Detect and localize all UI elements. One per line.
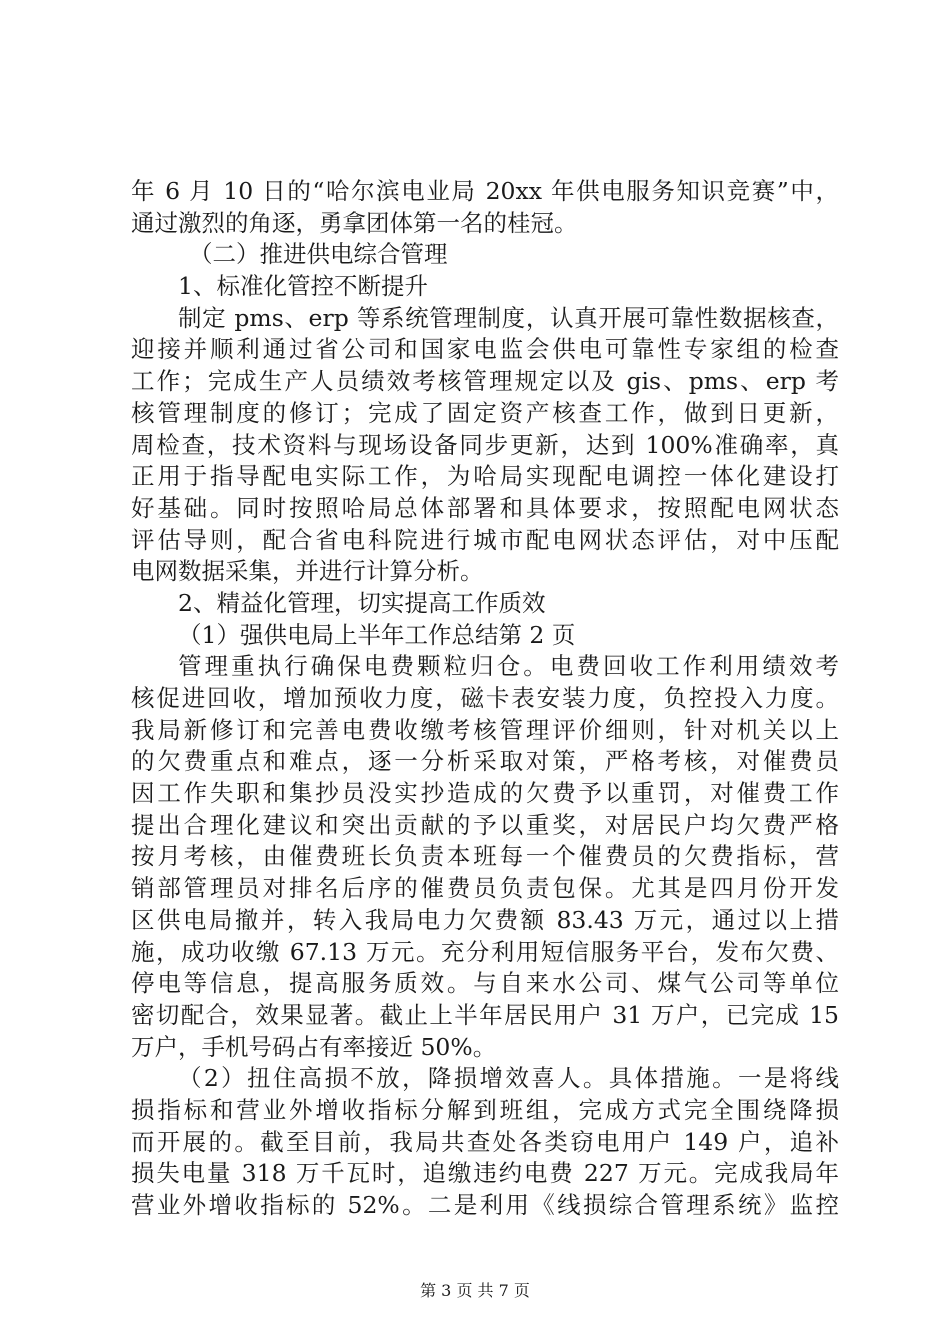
text-line: 提出合理化建议和突出贡献的予以重奖，对居民户均欠费严格 — [131, 810, 839, 839]
page-footer: 第 3 页 共 7 页 — [420, 1281, 530, 1300]
text-line: 年 6 月 10 日的“哈尔滨电业局 20xx 年供电服务知识竞赛”中， — [131, 177, 839, 205]
text-line: 损指标和营业外增收指标分解到班组，完成方式完全围绕降损 — [131, 1095, 839, 1124]
text-line: 销部管理员对排名后序的催费员负责包保。尤其是四月份开发 — [131, 874, 839, 903]
text-line: 营业外增收指标的 52%。二是利用《线损综合管理系统》监控 — [131, 1191, 839, 1219]
text-line: 停电等信息，提高服务质效。与自来水公司、煤气公司等单位 — [131, 969, 839, 998]
text-line: 好基础。同时按照哈局总体部署和具体要求，按照配电网状态 — [131, 493, 839, 522]
text-line: 损失电量 318 万千瓦时，追缴违约电费 227 万元。完成我局年 — [131, 1159, 839, 1188]
document-body — [131, 176, 839, 1222]
text-line: 评估导则，配合省电科院进行城市配电网状态评估，对中压配 — [131, 525, 839, 554]
text-line: 周检查，技术资料与现场设备同步更新，达到 100%准确率，真 — [131, 430, 839, 459]
text-line: 万户，手机号码占有率接近 50%。 — [131, 1032, 497, 1061]
text-line: 区供电局撤并，转入我局电力欠费额 83.43 万元，通过以上措 — [131, 905, 839, 934]
text-line: 通过激烈的角逐，勇拿团体第一名的桂冠。 — [131, 208, 578, 237]
subsection-heading: （1）强供电局上半年工作总结第 2 页 — [178, 620, 576, 649]
text-line: 的欠费重点和难点，逐一分析采取对策，严格考核，对催费员 — [131, 747, 839, 776]
text-line: 迎接并顺利通过省公司和国家电监会供电可靠性专家组的检查 — [131, 335, 839, 364]
subsection-heading: 1、标准化管控不断提升 — [178, 272, 428, 301]
text-line: 电网数据采集，并进行计算分析。 — [131, 557, 484, 586]
text-line: 管理重执行确保电费颗粒归仓。电费回收工作利用绩效考 — [178, 652, 839, 681]
section-heading: （二）推进供电综合管理 — [189, 240, 448, 269]
text-line: 核促进回收，增加预收力度，磁卡表安装力度，负控投入力度。 — [131, 684, 839, 712]
text-line: 核管理制度的修订；完成了固定资产核查工作，做到日更新， — [131, 398, 839, 427]
text-line: 我局新修订和完善电费收缴考核管理评价细则，针对机关以上 — [131, 715, 839, 744]
subsection-heading: 2、精益化管理，切实提高工作质效 — [178, 588, 546, 617]
text-line: 而开展的。截至目前，我局共查处各类窃电用户 149 户，追补 — [131, 1127, 839, 1156]
text-line: 施，成功收缴 67.13 万元。充分利用短信服务平台，发布欠费、 — [131, 937, 839, 966]
text-line: 按月考核，由催费班长负责本班每一个催费员的欠费指标，营 — [131, 842, 839, 871]
text-line: 密切配合，效果显著。截止上半年居民用户 31 万户，已完成 15 — [131, 1000, 839, 1029]
text-line: 正用于指导配电实际工作，为哈局实现配电调控一体化建设打 — [131, 462, 839, 491]
text-line: 制定 pms、erp 等系统管理制度，认真开展可靠性数据核查， — [178, 303, 839, 332]
text-line: 工作；完成生产人员绩效考核管理规定以及 gis、pms、erp 考 — [131, 367, 839, 396]
text-line: （2）扭住高损不放，降损增效喜人。具体措施。一是将线 — [178, 1064, 839, 1093]
text-line: 因工作失职和集抄员没实抄造成的欠费予以重罚，对催费工作 — [131, 779, 839, 808]
